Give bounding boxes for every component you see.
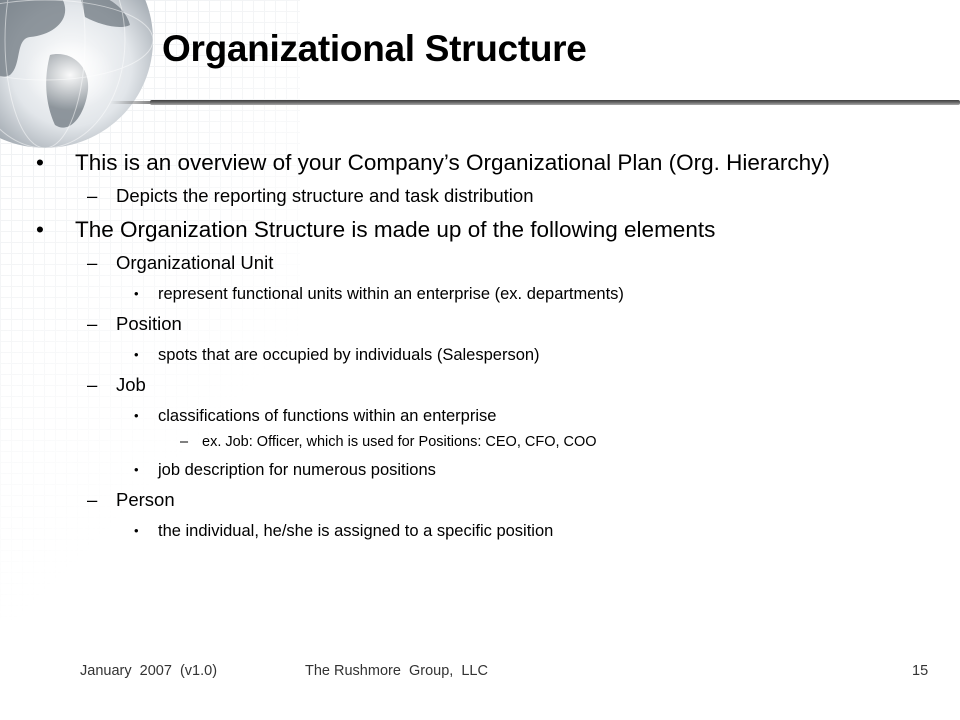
bullet-item-level-3	[0, 521, 960, 541]
title-rule-tail	[110, 101, 155, 104]
bullet-item-level-2	[0, 489, 960, 511]
bullet-text: Organizational Unit	[116, 252, 274, 273]
bullet-item-level-1	[0, 217, 875, 243]
bullet-item-level-3	[0, 406, 960, 426]
bullet-dash-icon: –	[87, 489, 98, 510]
bullet-dash-icon: –	[87, 374, 98, 395]
bullet-item-level-1	[0, 150, 875, 176]
bullet-text: job description for numerous positions	[158, 461, 436, 479]
bullet-dot-icon: •	[36, 217, 44, 242]
page-number: 15	[912, 663, 929, 679]
bullet-text: Job	[116, 374, 146, 395]
bullet-text: Person	[116, 489, 175, 510]
bullet-item-level-3	[0, 345, 960, 365]
bullet-item-level-2	[0, 374, 960, 396]
footer-date: January 2007 (v1.0)	[80, 663, 218, 679]
footer-company: The Rushmore Group, LLC	[305, 663, 488, 679]
bullet-text: This is an overview of your Company’s Organizational Plan (Org. Hierarchy)	[75, 150, 830, 175]
bullet-item-level-3	[0, 284, 960, 304]
bullet-text: Position	[116, 313, 182, 334]
bullet-item-level-2	[0, 185, 960, 207]
bullet-dot-icon: •	[134, 462, 139, 477]
bullet-text: spots that are occupied by individuals (Salesperson)	[158, 346, 540, 364]
bullet-list	[0, 150, 960, 550]
bullet-dash-icon: –	[180, 434, 189, 450]
bullet-text: The Organization Structure is made up of the following elements	[75, 217, 716, 242]
slide-title: Organizational Structure	[162, 28, 587, 69]
bullet-text: ex. Job: Officer, which is used for Positions: CEO, CFO, COO	[202, 434, 597, 450]
bullet-item-level-2	[0, 252, 960, 274]
bullet-dash-icon: –	[87, 185, 98, 206]
bullet-text: the individual, he/she is assigned to a specific position	[158, 522, 554, 540]
globe-icon	[0, 0, 160, 155]
bullet-text: Depicts the reporting structure and task distribution	[116, 185, 534, 206]
bullet-text: classifications of functions within an enterprise	[158, 407, 497, 425]
bullet-dash-icon: –	[87, 313, 98, 334]
bullet-dot-icon: •	[134, 408, 139, 423]
bullet-dot-icon: •	[134, 286, 139, 301]
bullet-dot-icon: •	[36, 150, 44, 175]
bullet-item-level-2	[0, 313, 960, 335]
bullet-dash-icon: –	[87, 252, 98, 273]
title-divider	[150, 100, 960, 105]
bullet-dot-icon: •	[134, 523, 139, 538]
bullet-text: represent functional units within an enterprise (ex. departments)	[158, 285, 624, 303]
bullet-item-level-3	[0, 460, 960, 480]
bullet-dot-icon: •	[134, 347, 139, 362]
bullet-item-level-4	[0, 433, 960, 451]
